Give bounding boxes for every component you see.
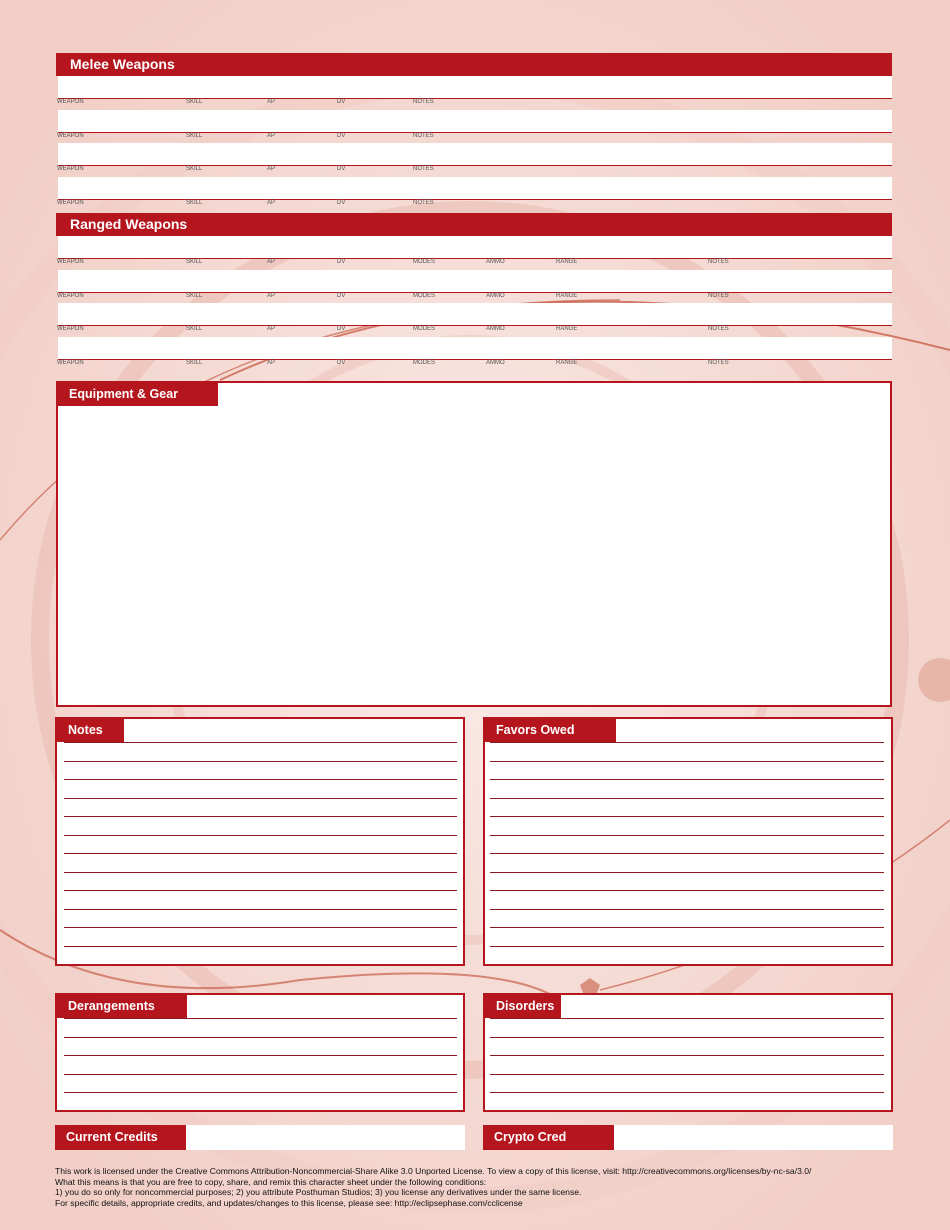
ranged-weapon-input[interactable] bbox=[58, 337, 892, 360]
ranged-column-label: AMMO bbox=[486, 292, 505, 299]
ranged-column-label: WEAPON bbox=[57, 259, 84, 265]
melee-column-label: SKILL bbox=[186, 200, 203, 207]
ruled-line[interactable] bbox=[64, 742, 457, 743]
ruled-line[interactable] bbox=[490, 798, 884, 799]
license-footer bbox=[55, 1166, 935, 1208]
ranged-weapon-row[interactable] bbox=[56, 270, 892, 304]
melee-column-label: NOTES bbox=[413, 132, 434, 139]
ranged-column-label: WEAPON bbox=[57, 360, 84, 367]
ruled-line[interactable] bbox=[64, 1018, 457, 1019]
ruled-line[interactable] bbox=[490, 1037, 884, 1038]
ranged-column-label: DV bbox=[337, 259, 346, 265]
ruled-line[interactable] bbox=[490, 853, 884, 854]
ranged-column-label: DV bbox=[337, 292, 346, 299]
ruled-line[interactable] bbox=[64, 1074, 457, 1075]
ranged-column-label: NOTES bbox=[708, 360, 729, 367]
melee-column-label: DV bbox=[337, 99, 346, 105]
ranged-column-label: AMMO bbox=[486, 259, 505, 265]
melee-weapon-input[interactable] bbox=[58, 110, 892, 133]
current-credits-field[interactable] bbox=[55, 1125, 465, 1150]
ruled-line[interactable] bbox=[490, 835, 884, 836]
melee-weapon-input[interactable] bbox=[58, 143, 892, 166]
ranged-column-label: DV bbox=[337, 326, 346, 333]
ranged-column-label: SKILL bbox=[186, 259, 203, 265]
melee-weapon-row[interactable] bbox=[56, 76, 892, 110]
ruled-line[interactable] bbox=[64, 853, 457, 854]
license-line-4: For specific details, appropriate credits, and updates/changes to this license, please see: http://eclipsephase.com/cclicense bbox=[55, 1197, 523, 1208]
ranged-weapon-row[interactable] bbox=[56, 303, 892, 337]
ruled-line[interactable] bbox=[490, 761, 884, 762]
ruled-line[interactable] bbox=[64, 761, 457, 762]
ranged-column-label: RANGE bbox=[556, 259, 578, 265]
ruled-line[interactable] bbox=[490, 779, 884, 780]
ruled-line[interactable] bbox=[64, 1037, 457, 1038]
ruled-line[interactable] bbox=[64, 1055, 457, 1056]
ranged-column-label: MODES bbox=[413, 326, 436, 333]
melee-column-label: WEAPON bbox=[57, 132, 84, 139]
melee-column-label: WEAPON bbox=[57, 200, 84, 207]
melee-column-label: NOTES bbox=[413, 99, 434, 105]
derangements-panel[interactable] bbox=[55, 993, 465, 1112]
ranged-weapon-input[interactable] bbox=[58, 236, 892, 259]
melee-weapon-row[interactable] bbox=[56, 110, 892, 144]
ranged-weapons-header: Ranged Weapons bbox=[56, 213, 892, 236]
favors-owed-title: Favors Owed bbox=[485, 719, 616, 742]
ranged-column-label: MODES bbox=[413, 259, 436, 265]
favors-owed-panel[interactable] bbox=[483, 717, 893, 966]
melee-column-label: DV bbox=[337, 200, 346, 207]
melee-column-label: DV bbox=[337, 132, 346, 139]
ruled-line[interactable] bbox=[64, 909, 457, 910]
ranged-column-label: RANGE bbox=[556, 326, 578, 333]
notes-title: Notes bbox=[57, 719, 124, 742]
melee-column-label: DV bbox=[337, 166, 346, 173]
ranged-column-label: SKILL bbox=[186, 326, 203, 333]
ranged-column-label: RANGE bbox=[556, 360, 578, 367]
ranged-column-label: RANGE bbox=[556, 292, 578, 299]
ruled-line[interactable] bbox=[64, 946, 457, 947]
equipment-panel[interactable] bbox=[56, 381, 892, 707]
ranged-column-label: AP bbox=[267, 360, 276, 367]
ranged-weapon-input[interactable] bbox=[58, 303, 892, 326]
ranged-column-label: MODES bbox=[413, 292, 436, 299]
ranged-column-label: AP bbox=[267, 292, 276, 299]
crypto-cred-label: Crypto Cred bbox=[483, 1125, 614, 1150]
ranged-weapon-row[interactable] bbox=[56, 236, 892, 270]
derangements-title: Derangements bbox=[57, 995, 187, 1018]
melee-weapon-input[interactable] bbox=[58, 76, 892, 99]
ruled-line[interactable] bbox=[490, 946, 884, 947]
ranged-column-label: WEAPON bbox=[57, 292, 84, 299]
license-line-2: What this means is that you are free to copy, share, and remix this character sheet under the following conditions: bbox=[55, 1176, 487, 1187]
ruled-line[interactable] bbox=[64, 798, 457, 799]
melee-column-label: WEAPON bbox=[57, 99, 84, 105]
ruled-line[interactable] bbox=[64, 890, 457, 891]
ruled-line[interactable] bbox=[490, 872, 884, 873]
ruled-line[interactable] bbox=[64, 779, 457, 780]
current-credits-label: Current Credits bbox=[55, 1125, 186, 1150]
ruled-line[interactable] bbox=[490, 1074, 884, 1075]
crypto-cred-field[interactable] bbox=[483, 1125, 893, 1150]
melee-column-label: AP bbox=[267, 200, 276, 207]
ruled-line[interactable] bbox=[490, 927, 884, 928]
equipment-title: Equipment & Gear bbox=[58, 383, 218, 406]
disorders-panel[interactable] bbox=[483, 993, 893, 1112]
ranged-column-label: SKILL bbox=[186, 360, 203, 367]
melee-column-label: NOTES bbox=[413, 166, 434, 173]
license-line-3: 1) you do so only for noncommercial purposes; 2) you attribute Posthuman Studios; 3) you license any derivatives under the same license. bbox=[55, 1187, 582, 1198]
melee-column-label: AP bbox=[267, 132, 276, 139]
ruled-line[interactable] bbox=[490, 816, 884, 817]
melee-column-label: SKILL bbox=[186, 132, 203, 139]
ranged-column-label: NOTES bbox=[708, 326, 729, 333]
ruled-line[interactable] bbox=[490, 909, 884, 910]
ruled-line[interactable] bbox=[64, 1092, 457, 1093]
ranged-weapon-input[interactable] bbox=[58, 270, 892, 293]
ruled-line[interactable] bbox=[490, 1055, 884, 1056]
melee-weapon-row[interactable] bbox=[56, 143, 892, 177]
ranged-column-label: MODES bbox=[413, 360, 436, 367]
ranged-column-label: WEAPON bbox=[57, 326, 84, 333]
ruled-line[interactable] bbox=[490, 1018, 884, 1019]
melee-column-label: SKILL bbox=[186, 166, 203, 173]
melee-weapons-header: Melee Weapons bbox=[56, 53, 892, 76]
license-line-1: This work is licensed under the Creative Commons Attribution-Noncommercial-Share Alike 3.0 Unported License. To view a copy of this license, visit: http://creativecommons.org/licenses/by-nc-sa/3.0/ bbox=[55, 1166, 812, 1176]
ranged-weapon-row[interactable] bbox=[56, 337, 892, 371]
melee-column-label: NOTES bbox=[413, 200, 434, 207]
ranged-column-label: SKILL bbox=[186, 292, 203, 299]
melee-column-label: AP bbox=[267, 99, 276, 105]
disorders-title: Disorders bbox=[485, 995, 561, 1018]
ruled-line[interactable] bbox=[490, 890, 884, 891]
ranged-column-label: AMMO bbox=[486, 360, 505, 367]
ruled-line[interactable] bbox=[490, 1092, 884, 1093]
ranged-column-label: AP bbox=[267, 259, 276, 265]
ruled-line[interactable] bbox=[490, 742, 884, 743]
ruled-line[interactable] bbox=[64, 816, 457, 817]
ranged-column-label: NOTES bbox=[708, 292, 729, 299]
melee-weapon-input[interactable] bbox=[58, 177, 892, 200]
melee-column-label: AP bbox=[267, 166, 276, 173]
notes-panel[interactable] bbox=[55, 717, 465, 966]
ruled-line[interactable] bbox=[64, 872, 457, 873]
melee-column-label: WEAPON bbox=[57, 166, 84, 173]
melee-weapon-row[interactable] bbox=[56, 177, 892, 211]
ruled-line[interactable] bbox=[64, 927, 457, 928]
ruled-line[interactable] bbox=[64, 835, 457, 836]
ranged-column-label: AP bbox=[267, 326, 276, 333]
melee-column-label: SKILL bbox=[186, 99, 203, 105]
ranged-column-label: NOTES bbox=[708, 259, 729, 265]
ranged-column-label: DV bbox=[337, 360, 346, 367]
ranged-column-label: AMMO bbox=[486, 326, 505, 333]
